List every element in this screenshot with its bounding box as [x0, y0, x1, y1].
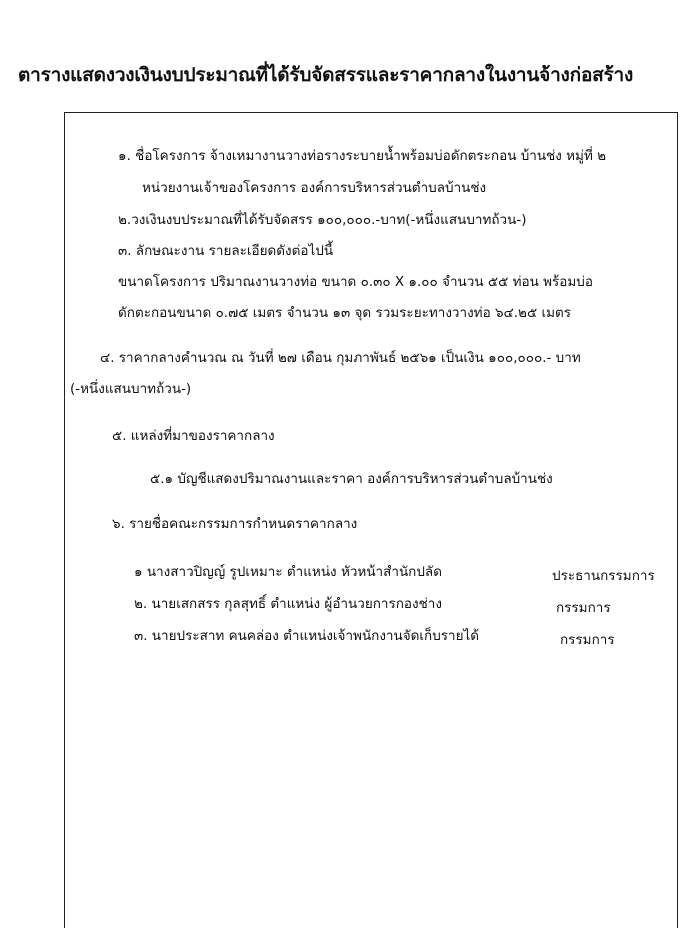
committee-member-3-name: ๓. นายประสาท คนคล่อง ตำแหน่งเจ้าพนักงานจัดเก็บรายได้ — [134, 628, 480, 644]
item-3-size-line-1: ขนาดโครงการ ปริมาณงานวางท่อ ขนาด ๐.๓๐ X ๑.๐๐ จำนวน ๕๕ ท่อน พร้อมบ่อ — [118, 274, 593, 290]
item-1-project-name: ๑. ชื่อโครงการ จ้างเหมางานวางท่อรางระบายน้ำพร้อมบ่อดักตระกอน บ้านช่ง หมู่ที่ ๒ — [118, 148, 607, 164]
item-6-committee-heading: ๖. รายชื่อคณะกรรมการกำหนดราคากลาง — [112, 516, 358, 532]
document-title: ตารางแสดงวงเงินงบประมาณที่ได้รับจัดสรรและราคากลางในงานจ้างก่อสร้าง — [18, 64, 634, 86]
item-5-1-bill-of-quantities: ๕.๑ บัญชีแสดงปริมาณงานและราคา องค์การบริหารส่วนตำบลบ้านช่ง — [150, 471, 553, 487]
item-2-budget: ๒.วงเงินงบประมาณที่ได้รับจัดสรร ๑๐๐,๐๐๐.-บาท(-หนึ่งแสนบาทถ้วน-) — [118, 212, 527, 228]
item-4-price-words: (-หนึ่งแสนบาทถ้วน-) — [70, 381, 192, 397]
item-3-size-line-2: ดักตะกอนขนาด ๐.๗๕ เมตร จำนวน ๑๓ จุด รวมระยะทางวางท่อ ๖๔.๒๕ เมตร — [118, 305, 571, 321]
item-5-price-source: ๕. แหล่งที่มาของราคากลาง — [112, 428, 275, 444]
committee-member-3-role: กรรมการ — [560, 632, 615, 648]
item-1-agency: หน่วยงานเจ้าของโครงการ องค์การบริหารส่วนตำบลบ้านช่ง — [142, 180, 487, 196]
item-4-median-price: ๔. ราคากลางคำนวณ ณ วันที่ ๒๗ เดือน กุมภาพันธ์ ๒๕๖๑ เป็นเงิน ๑๐๐,๐๐๐.- บาท — [100, 350, 581, 366]
item-3-nature: ๓. ลักษณะงาน รายละเอียดดังต่อไปนี้ — [118, 243, 334, 259]
committee-member-1-role: ประธานกรรมการ — [552, 568, 655, 584]
committee-member-1-name: ๑ นางสาวปิญญ์ รูปเหมาะ ตำแหน่ง หัวหน้าสำนักปลัด — [134, 564, 442, 580]
committee-member-2-name: ๒. นายเสกสรร กุลสุทธิ์ ตำแหน่ง ผู้อำนวยการกองช่าง — [134, 596, 442, 612]
committee-member-2-role: กรรมการ — [556, 600, 611, 616]
